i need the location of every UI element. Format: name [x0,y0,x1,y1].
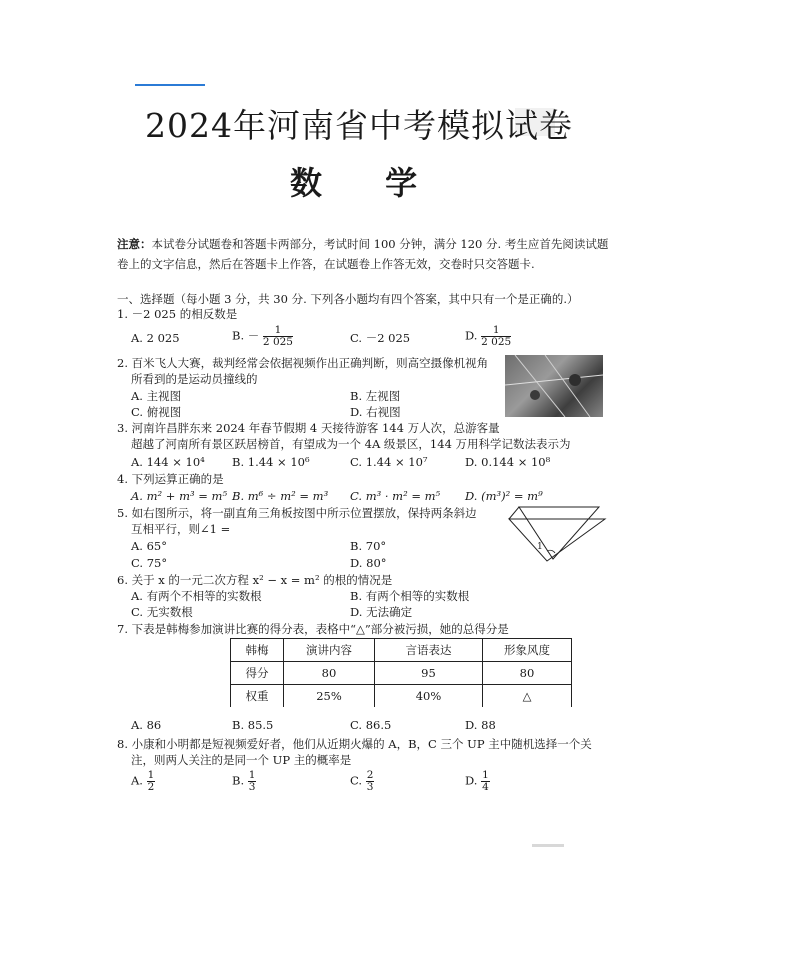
q2-line2: 所看到的是运动员撞线的 [131,372,258,386]
q8-option-c [350,770,374,793]
q7-option-b: B. 85.5 [232,718,274,732]
exam-notice [117,234,617,274]
q3-line2: 超越了河南所有景区跃居榜首，有望成为一个 4A 级景区，144 万用科学记数法表示为 [131,437,571,451]
table-cell: 演讲内容 [284,639,375,662]
q8-d-numerator: 1 [482,769,489,781]
q5-option-a: A. 65° [131,539,167,553]
photo-lines-icon [505,355,603,417]
table-row [231,662,572,685]
q8-line2: 注，则两人关注的是同一个 UP 主的概率是 [131,753,352,767]
q7-option-a: A. 86 [131,718,162,732]
q1-option-a: A. 2 025 [131,331,180,345]
q8-b-numerator: 1 [248,769,256,781]
table-cell: 25% [284,685,375,708]
q8-a-denominator: 2 [147,781,155,793]
q4-option-c: C. m³ · m² = m⁵ [350,489,441,503]
q8-b-denominator: 3 [248,781,256,793]
q1-d-fraction [481,325,511,348]
q2-option-c: C. 俯视图 [131,405,182,419]
q8-c-fraction [366,770,375,793]
q8-line1: 8. 小康和小明都是短视频爱好者，他们从近期火爆的 A，B，C 三个 UP 主中随机选择一个关 [117,737,592,751]
q1-b-denominator: 2 025 [262,336,293,348]
q1-d-denominator: 2 025 [481,336,512,348]
table-cell: 形象风度 [483,639,572,662]
q8-c-numerator: 2 [366,769,374,781]
q8-a-prefix: A. [131,773,143,788]
q3-option-d: D. 0.144 × 10⁸ [465,455,551,469]
q6-option-c: C. 无实数根 [131,605,193,619]
q5-option-b: B. 70° [350,539,387,553]
q6-option-d: D. 无法确定 [350,605,413,619]
q5-option-c: C. 75° [131,556,168,570]
table-cell: 80 [284,662,375,685]
q2-option-d: D. 右视图 [350,405,401,419]
top-accent-line [135,84,205,86]
q8-c-prefix: C. [350,773,363,788]
q8-option-b [232,770,256,793]
q8-a-fraction [147,770,156,793]
scan-mark [532,844,564,847]
q4-option-d: D. (m³)² = m⁹ [465,489,543,503]
subject-title: 数 学 [290,164,444,202]
table-cell: 40% [375,685,483,708]
table-cell: 95 [375,662,483,685]
q2-option-a: A. 主视图 [131,389,182,403]
q1-b-fraction [263,325,293,348]
q5-line2: 互相平行，则∠1 = [131,522,231,536]
q8-b-prefix: B. [232,773,245,788]
q6-stem: 6. 关于 x 的一元二次方程 x² − x = m² 的根的情况是 [117,573,393,587]
q8-d-fraction [481,770,490,793]
q1-option-c: C. －2 025 [350,331,411,345]
table-cell: 韩梅 [231,639,284,662]
q3-option-b: B. 1.44 × 10⁶ [232,455,310,469]
exam-title: 2024年河南省中考模拟试卷 [145,106,573,145]
score-table [230,638,572,707]
q2-option-b: B. 左视图 [350,389,401,403]
table-cell: △ [483,685,572,708]
q8-b-fraction [248,770,257,793]
q7-option-c: C. 86.5 [350,718,392,732]
table-row [231,685,572,708]
notice-text: 本试卷分试题卷和答题卡两部分，考试时间 100 分钟，满分 120 分. 考生应首先阅读试题卷上的文字信息，然后在答题卡上作答，在试题卷上作答无效，交卷时只交答题卡. [117,237,609,271]
q4-option-a: A. m² + m³ = m⁵ [131,489,228,503]
q1-b-prefix: B. － [232,328,260,343]
q7-option-d: D. 88 [465,718,496,732]
section-heading: 一、选择题（每小题 3 分，共 30 分. 下列各小题均有四个答案，其中只有一个是正确的.） [117,292,579,306]
q3-option-a: A. 144 × 10⁴ [131,455,205,469]
q1-stem: 1. －2 025 的相反数是 [117,307,238,321]
q1-option-b [232,325,293,348]
table-header-row [231,639,572,662]
q3-option-c: C. 1.44 × 10⁷ [350,455,428,469]
set-square-diagram [507,505,607,563]
table-cell: 80 [483,662,572,685]
q1-b-numerator: 1 [263,325,293,337]
q6-option-a: A. 有两个不相等的实数根 [131,589,262,603]
q1-option-d [465,325,511,348]
table-cell: 权重 [231,685,284,708]
triangle-figure [507,505,607,567]
q8-a-numerator: 1 [147,769,155,781]
angle-label: 1 [537,542,543,552]
q6-option-b: B. 有两个相等的实数根 [350,589,470,603]
q3-line1: 3. 河南许昌胖东来 2024 年春节假期 4 天接待游客 144 万人次，总游客量 [117,421,500,435]
q7-stem: 7. 下表是韩梅参加演讲比赛的得分表，表格中“△”部分被污损，她的总得分是 [117,622,509,636]
race-finish-photo [505,355,603,417]
q5-line1: 5. 如右图所示，将一副直角三角板按图中所示位置摆放，保持两条斜边 [117,506,477,520]
q1-d-prefix: D. [465,328,478,343]
q1-d-numerator: 1 [481,325,511,337]
q4-option-b: B. m⁶ ÷ m² = m³ [232,489,329,503]
q2-line1: 2. 百米飞人大赛，裁判经常会依据视频作出正确判断，则高空摄像机视角 [117,356,489,370]
q8-d-prefix: D. [465,773,478,788]
q4-stem: 4. 下列运算正确的是 [117,472,224,486]
q8-option-d [465,770,490,793]
notice-lead: 注意： [117,237,152,251]
q5-option-d: D. 80° [350,556,387,570]
table-cell: 言语表达 [375,639,483,662]
q8-option-a [131,770,155,793]
q8-d-denominator: 4 [482,781,489,793]
table-cell: 得分 [231,662,284,685]
q8-c-denominator: 3 [366,781,374,793]
